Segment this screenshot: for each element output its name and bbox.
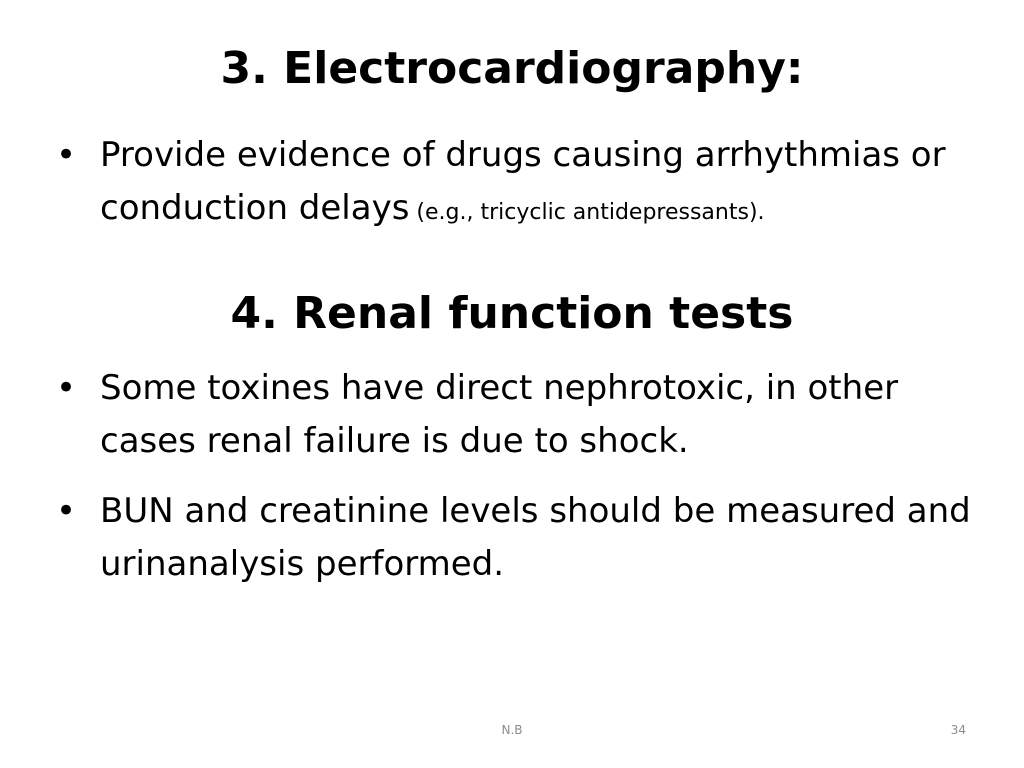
- bullet-text: Some toxines have direct nephrotoxic, in other cases renal failure is due to shock.: [100, 368, 899, 461]
- bullet-marker: •: [56, 135, 77, 175]
- bullet-example-note: (e.g., tricyclic antidepressants).: [409, 200, 765, 225]
- footer-author: N.B: [501, 723, 523, 737]
- bullet-marker: •: [56, 491, 77, 531]
- bullet-item-nephrotoxic: [56, 362, 986, 468]
- bullet-text: Provide evidence of drugs causing arrhythmias or conduction delays: [100, 135, 946, 228]
- section-3-bullet-list: [56, 129, 986, 256]
- section-4-title: 4. Renal function tests: [230, 288, 794, 339]
- section-4-bullet-list: [56, 362, 986, 608]
- section-3-title: 3. Electrocardiography:: [220, 43, 804, 94]
- bullet-item-bun-creatinine: [56, 485, 986, 591]
- bullet-marker: •: [56, 368, 77, 408]
- slide-number: 34: [950, 723, 966, 737]
- bullet-item-ecg-evidence: [56, 129, 986, 239]
- bullet-text: BUN and creatinine levels should be measured and urinanalysis performed.: [100, 491, 971, 584]
